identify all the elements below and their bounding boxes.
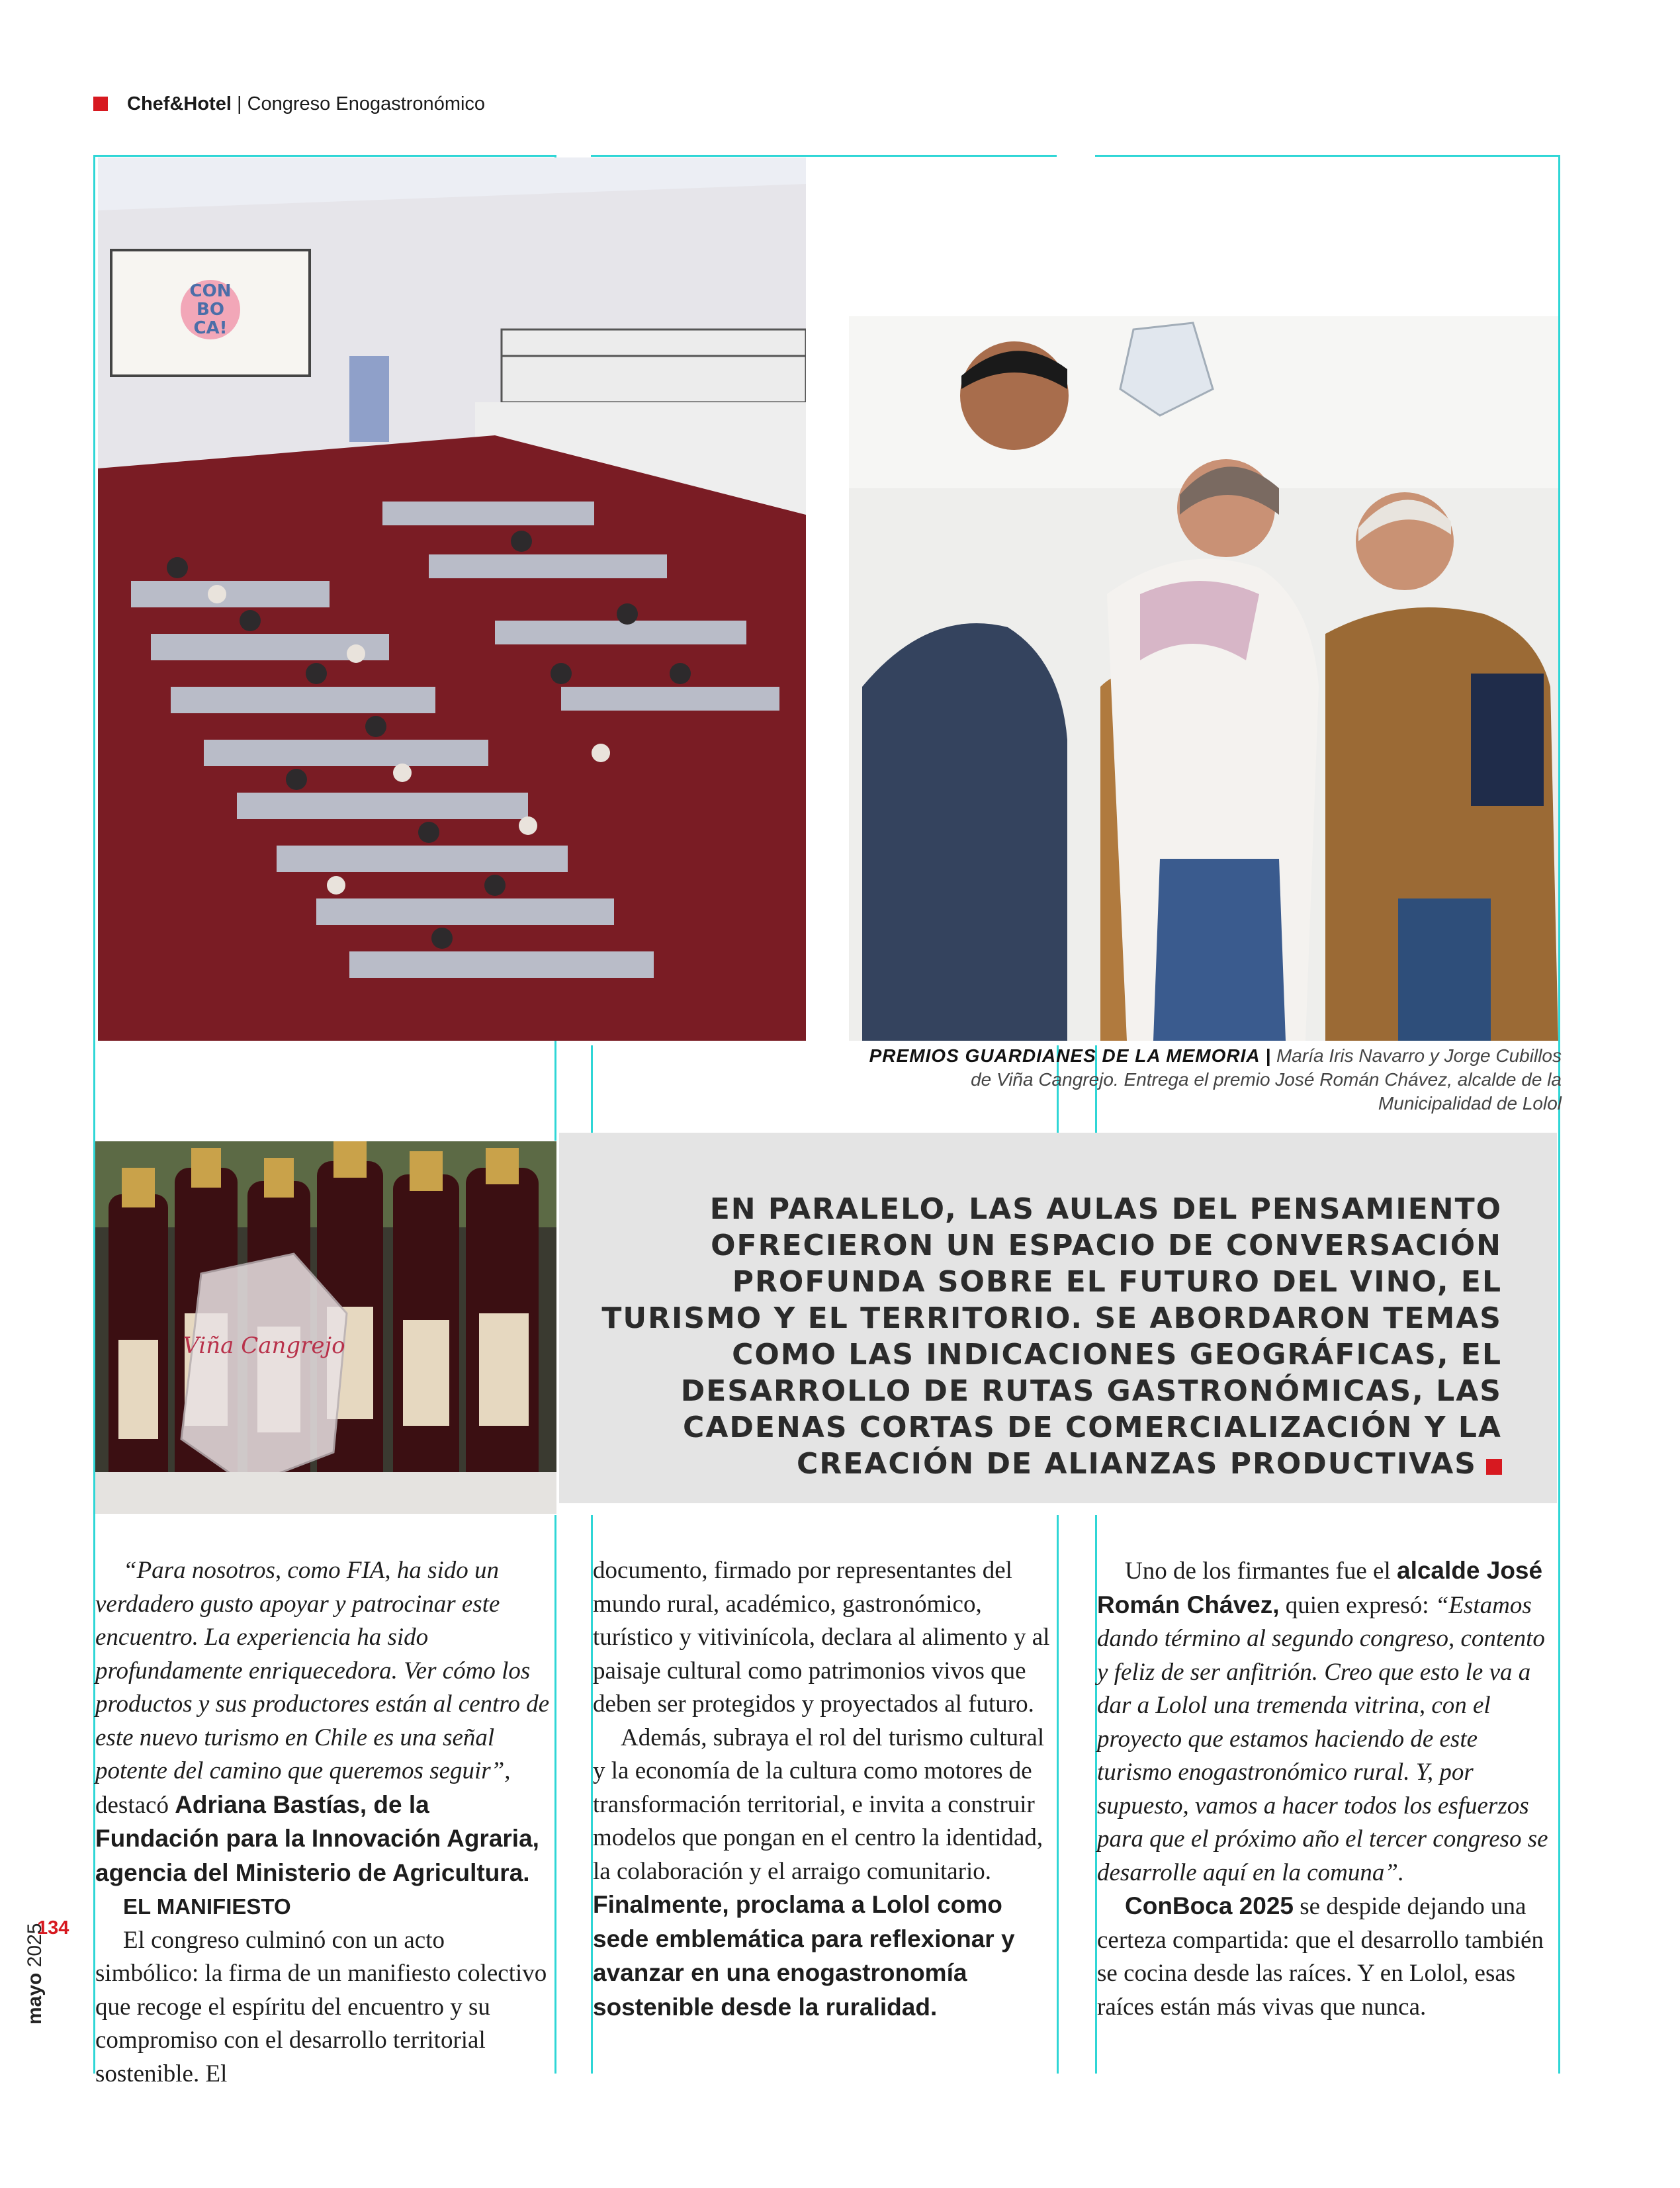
attribution-name: Adriana Bastías, de la Fundación para la Innovación Agraria, agencia del Ministerio de Agricultura. <box>95 1790 539 1886</box>
screen-line1: CON <box>189 281 232 301</box>
issue-date <box>24 1923 46 2025</box>
header-section: Congreso Enogastronómico <box>247 93 486 114</box>
event-name: ConBoca 2025 <box>1125 1892 1294 1919</box>
mayor-quote: “Estamos dando término al segundo congreso, contento y feliz de ser anfitrión. Creo que esto le va a dar a Lolol una tremenda vitrina, con el proyecto que estamos haciendo de este turismo enogastronómico rural. Y, por supuesto, vamos a hacer todos los esfuerzos para que el próximo año el tercer congreso se desarrolle aquí en la comuna”. <box>1097 1591 1548 1886</box>
caption-lead: PREMIOS GUARDIANES DE LA MEMORIA | <box>869 1045 1272 1066</box>
screen-line3: CA! <box>193 318 228 338</box>
wine-bottles-photo <box>95 1141 556 1514</box>
photo-caption <box>854 1044 1562 1116</box>
guide-top-mid <box>591 155 1057 157</box>
manifiesto-paragraph: El congreso culminó con un acto simbólico: la firma de un manifiesto colectivo que recoge el espíritu del encuentro y su compromiso con el desarrollo territorial sostenible. El <box>95 1926 547 2087</box>
col2-bold-statement: Finalmente, proclama a Lolol como sede emblemática para reflexionar y avanzar en una enogastronomía sostenible desde la ruralidad. <box>593 1891 1015 2021</box>
running-header <box>127 93 485 115</box>
screen-line2: BO <box>197 300 224 320</box>
closing-paragraph: se despide dejando una certeza compartida: que el desarrollo también se cocina desde las raíces. Y en Lolol, esas raíces están más vivas que nunca. <box>1097 1893 1544 2021</box>
guide-v2b <box>554 1515 556 2074</box>
pull-quote-text: EN PARALELO, LAS AULAS DEL PENSAMIENTO OFRECIERON UN ESPACIO DE CONVERSACIÓN PROFUNDA SOBRE EL FUTURO DEL VINO, EL TURISMO Y EL TERRITORIO. SE ABORDARON TEMAS COMO LAS INDICACIONES GEOGRÁFICAS, EL DESARROLLO DE RUTAS GASTRONÓMICAS, LAS CADENAS CORTAS DE COMERCIALIZACIÓN Y LA CREACIÓN DE ALIANZAS PRODUCTIVAS <box>601 1192 1502 1481</box>
section-subhead: EL MANIFIESTO <box>123 1894 291 1919</box>
header-red-square <box>93 97 108 111</box>
trophy-label: Viña Cangrejo <box>183 1333 345 1359</box>
header-brand: Chef&Hotel <box>127 93 232 114</box>
award-photo <box>849 316 1558 1041</box>
col3-intro-suffix: quien expresó: <box>1285 1591 1429 1619</box>
caption-text: María Iris Navarro y Jorge Cubillos de Viña Cangrejo. Entrega el premio José Román Chávez, alcalde de la Municipalidad de Lolol <box>971 1045 1562 1114</box>
attribution-prefix: destacó <box>95 1791 169 1819</box>
fia-quote: “Para nosotros, como FIA, ha sido un verdadero gusto apoyar y patrocinar este encuentro. La experiencia ha sido profundamente enriquecedora. Ver cómo los productos y sus productores están al centro de este nuevo turismo en Chile es una señal potente del camino que queremos seguir”, <box>95 1557 550 1784</box>
page-number: 134 <box>37 1917 69 1939</box>
issue-year: 2025 <box>24 1923 46 1968</box>
col2-paragraph-2: Además, subraya el rol del turismo cultural y la economía de la cultura como motores de transformación territorial, e invita a construir modelos que pongan en el centro la identidad, la colaboración y el arraigo comunitario. <box>593 1724 1045 1885</box>
col3-mayor-name: alcalde José Román Chávez, <box>1097 1557 1543 1618</box>
guide-v3 <box>591 1045 593 1138</box>
guide-top-right <box>1095 155 1558 157</box>
body-column-2 <box>593 1554 1056 2025</box>
pull-quote <box>596 1191 1502 1482</box>
body-column-1 <box>95 1554 553 2091</box>
pull-quote-end-square <box>1486 1459 1502 1475</box>
header-separator: | <box>236 93 242 114</box>
auditorium-photo <box>98 157 806 1041</box>
body-column-3 <box>1097 1554 1557 2024</box>
col2-paragraph-1: documento, firmado por representantes del mundo rural, académico, gastronómico, turístico y vitivinícola, declara al alimento y al paisaje cultural como patrimonios vivos que deben ser protegidos y proyectados al futuro. <box>593 1557 1050 1718</box>
col3-intro: Uno de los firmantes fue el <box>1125 1557 1391 1585</box>
issue-month: mayo <box>24 1972 46 2025</box>
guide-top-left <box>93 155 554 157</box>
guide-v4b <box>1057 1515 1059 2074</box>
